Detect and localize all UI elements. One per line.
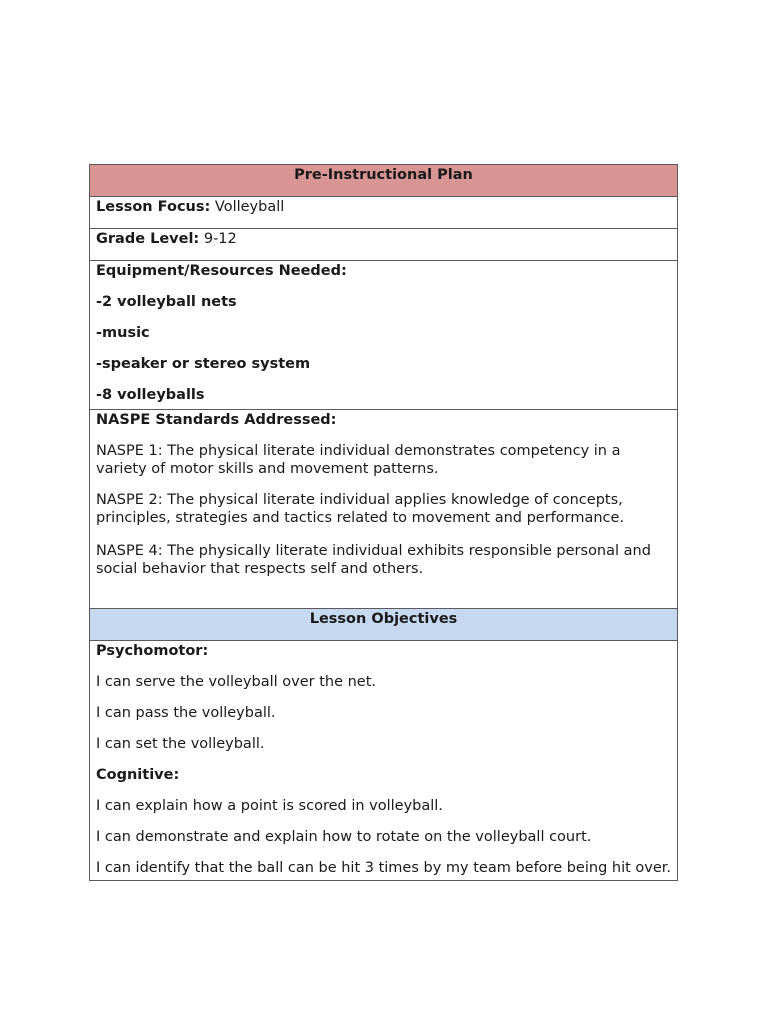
objectives-title: Lesson Objectives xyxy=(90,609,678,641)
pre-plan-header-row xyxy=(90,165,678,197)
lesson-focus-label: Lesson Focus: xyxy=(96,199,211,215)
grade-level-row xyxy=(90,229,678,261)
psychomotor-label: Psychomotor: xyxy=(96,643,209,659)
objectives-header-row xyxy=(90,609,678,641)
standard-item: NASPE 2: The physical literate individual applies knowledge of concepts, principles, strategies and tactics related to movement and performance. xyxy=(96,492,625,526)
grade-level-cell xyxy=(90,229,678,261)
psychomotor-item: I can serve the volleyball over the net. xyxy=(96,674,377,690)
cognitive-item: I can explain how a point is scored in volleyball. xyxy=(96,798,443,814)
objectives-cell xyxy=(90,641,678,881)
grade-level-label: Grade Level: xyxy=(96,231,200,247)
lesson-focus-value: Volleyball xyxy=(214,199,285,215)
lesson-plan-table xyxy=(89,164,678,881)
standards-cell xyxy=(90,410,678,609)
grade-level-value: 9-12 xyxy=(203,231,237,247)
pre-plan-title: Pre-Instructional Plan xyxy=(90,165,678,197)
equipment-item: -music xyxy=(96,325,150,341)
standards-label: NASPE Standards Addressed: xyxy=(96,412,337,428)
cognitive-item: I can demonstrate and explain how to rotate on the volleyball court. xyxy=(96,829,592,845)
objectives-row xyxy=(90,641,678,881)
lesson-focus-cell xyxy=(90,197,678,229)
standard-item: NASPE 1: The physical literate individual demonstrates competency in a variety of motor skills and movement patterns. xyxy=(96,443,621,477)
standards-row xyxy=(90,410,678,609)
standard-item: NASPE 4: The physically literate individual exhibits responsible personal and social behavior that respects self and others. xyxy=(96,543,651,577)
equipment-item: -speaker or stereo system xyxy=(96,356,311,372)
cognitive-label: Cognitive: xyxy=(96,767,180,783)
equipment-row xyxy=(90,261,678,410)
lesson-focus-row xyxy=(90,197,678,229)
psychomotor-item: I can pass the volleyball. xyxy=(96,705,276,721)
equipment-cell xyxy=(90,261,678,410)
equipment-label: Equipment/Resources Needed: xyxy=(96,263,347,279)
cognitive-item: I can identify that the ball can be hit 3 times by my team before being hit over. xyxy=(96,860,672,876)
psychomotor-item: I can set the volleyball. xyxy=(96,736,265,752)
equipment-item: -8 volleyballs xyxy=(96,387,205,403)
equipment-item: -2 volleyball nets xyxy=(96,294,237,310)
